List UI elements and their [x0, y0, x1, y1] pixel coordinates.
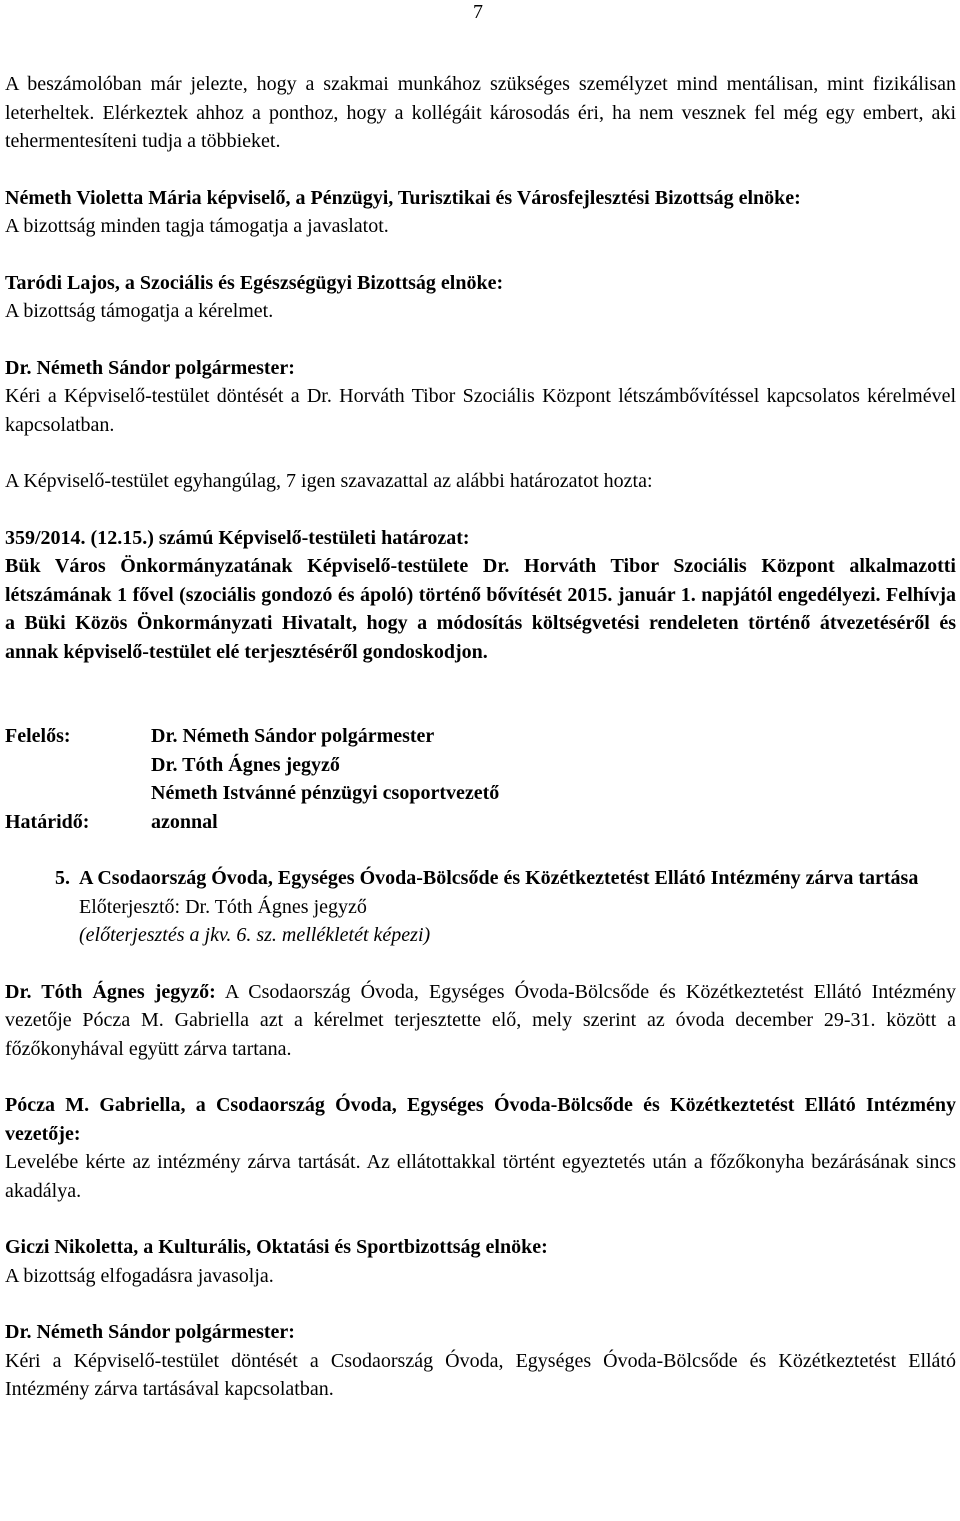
agenda-note: (előterjesztés a jkv. 6. sz. mellékletét képezi) — [79, 924, 431, 946]
speaker-statement: Levelébe kérte az intézmény zárva tartását. Az ellátottakkal történt egyeztetés után a főzőkonyha bezárásának sincs akadálya. — [5, 1151, 956, 1202]
speaker-heading: Giczi Nikoletta, a Kulturális, Oktatási és Sportbizottság elnöke: — [5, 1236, 548, 1258]
speaker-statement: A bizottság minden tagja támogatja a javaslatot. — [5, 215, 389, 237]
document-body — [5, 70, 956, 1404]
agenda-presenter: Előterjesztő: Dr. Tóth Ágnes jegyző — [79, 895, 367, 918]
deadline-value: azonnal — [151, 810, 218, 833]
intro-paragraph: A beszámolóban már jelezte, hogy a szakmai munkához szükséges személyzet mind mentálisan, mint fizikálisan leterheltek. Elérkeztek ahhoz a ponthoz, hogy a kollégáit károsodás éri, ha nem vesznek fel még egy embert, aki tehermentesíteni tudja a többieket. — [5, 73, 956, 152]
speaker-heading: Dr. Németh Sándor polgármester: — [5, 1321, 295, 1343]
responsible-person: Dr. Németh Sándor polgármester — [151, 725, 435, 747]
speaker-heading: Taródi Lajos, a Szociális és Egészségügyi Bizottság elnöke: — [5, 271, 504, 294]
responsible-person: Németh Istvánné pénzügyi csoportvezető — [151, 782, 500, 804]
deadline-label: Határidő: — [5, 810, 90, 833]
speaker-statement: A bizottság elfogadásra javasolja. — [5, 1264, 274, 1287]
resolution-text: Bük Város Önkormányzatának Képviselő-testülete Dr. Horváth Tibor Szociális Központ alkalmazotti létszámának 1 fővel (szociális gondozó és ápoló) történő bővítését 2015. január 1. napjától engedélyezi. Felhívja a Büki Közös Önkormányzati Hivatalt, hogy a módosítás költségvetési rendeleten történő átvezetéséről és annak képviselő-testület elé terjesztéséről gondoskodjon. — [5, 555, 956, 663]
responsible-label: Felelős: — [5, 725, 71, 747]
agenda-title: 5. A Csodaország Óvoda, Egységes Óvoda-Bölcsőde és Közétkeztetést Ellátó Intézmény zárva tartása — [55, 867, 919, 889]
speaker-heading: Dr. Németh Sándor polgármester: — [5, 356, 295, 379]
responsible-person: Dr. Tóth Ágnes jegyző — [151, 753, 340, 776]
vote-statement: A Képviselő-testület egyhangúlag, 7 igen szavazattal az alábbi határozatot hozta: — [5, 470, 653, 492]
speaker-statement: A bizottság támogatja a kérelmet. — [5, 300, 274, 322]
responsibility-block — [5, 722, 956, 836]
resolution-title: 359/2014. (12.15.) számú Képviselő-testületi határozat: — [5, 526, 470, 549]
agenda-item — [55, 864, 956, 950]
speaker-statement: Kéri a Képviselő-testület döntését a Dr. Horváth Tibor Szociális Központ létszámbővítéssel kapcsolatos kérelmével kapcsolatban. — [5, 385, 956, 436]
speaker-paragraph: Dr. Tóth Ágnes jegyző: A Csodaország Óvoda, Egységes Óvoda-Bölcsőde és Közétkeztetést Ellátó Intézmény vezetője Pócza M. Gabriella azt a kérelmet terjesztette elő, mely szerint az óvoda december 29-31. között a főzőkonyhával együtt zárva tartana. — [5, 980, 957, 1060]
speaker-heading: Németh Violetta Mária képviselő, a Pénzügyi, Turisztikai és Városfejlesztési Bizottság elnöke: — [5, 186, 801, 209]
page-number: 7 — [473, 1, 483, 23]
speaker-heading: Pócza M. Gabriella, a Csodaország Óvoda, Egységes Óvoda-Bölcsőde és Közétkeztetést Ellátó Intézmény vezetője: — [5, 1094, 956, 1145]
speaker-statement: Kéri a Képviselő-testület döntését a Csodaország Óvoda, Egységes Óvoda-Bölcsőde és Közétkeztetést Ellátó Intézmény zárva tartásával kapcsolatban. — [5, 1349, 956, 1400]
